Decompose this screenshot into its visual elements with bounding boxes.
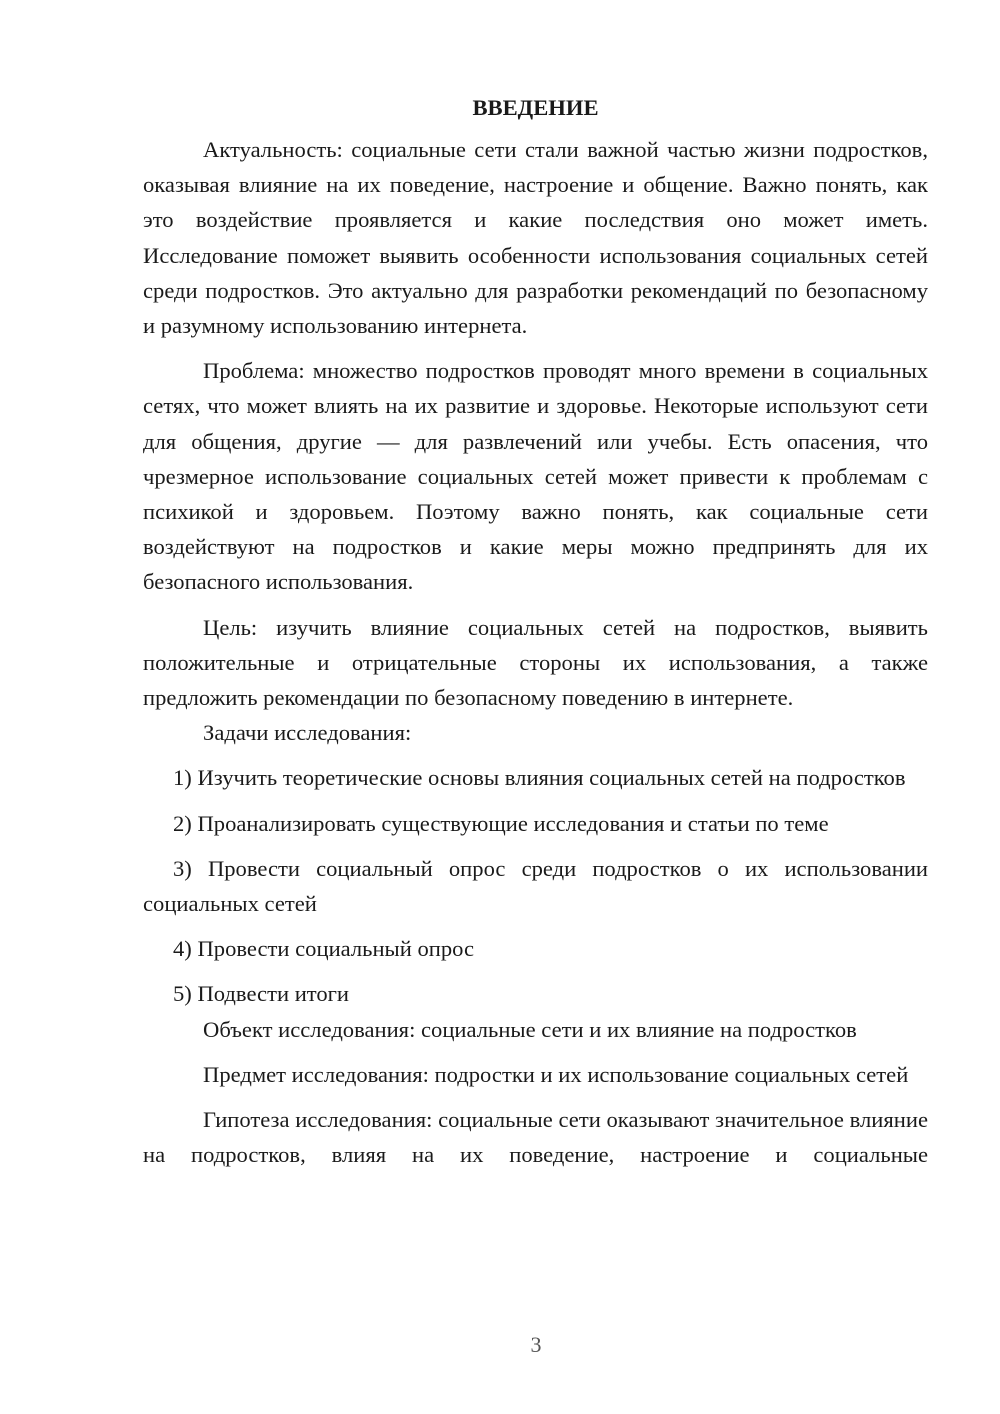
task-item-3: 3) Провести социальный опрос среди подростков о их использовании социальных сетей <box>143 855 928 917</box>
tasks-list <box>143 760 928 1011</box>
object-paragraph: Объект исследования: социальные сети и их влияние на подростков <box>203 1016 857 1042</box>
task-item-5: 5) Подвести итоги <box>173 981 350 1007</box>
document-page <box>143 90 928 1172</box>
relevance-paragraph: Актуальность: социальные сети стали важной частью жизни подростков, оказывая влияние на их поведение, настроение и общение. Важно понять, как это воздействие проявляется и какие последствия оно может иметь. Исследование поможет выявить особенности использования социальных сетей среди подростков. Это актуально для разработки рекомендаций по безопасному и разумному использованию интернета. <box>143 137 928 339</box>
subject-paragraph: Предмет исследования: подростки и их использование социальных сетей <box>203 1061 909 1087</box>
section-title: ВВЕДЕНИЕ <box>472 95 599 120</box>
task-item-1: 1) Изучить теоретические основы влияния социальных сетей на подростков <box>173 765 906 791</box>
problem-paragraph: Проблема: множество подростков проводят много времени в социальных сетях, что может влиять на их развитие и здоровье. Некоторые используют сети для общения, другие — для развлечений или учебы. Есть опасения, что чрезмерное использование социальных сетей может привести к проблемам с психикой и здоровьем. Поэтому важно понять, как социальные сети воздействуют на подростков и какие меры можно предпринять для их безопасного использования. <box>143 358 928 595</box>
task-item-4: 4) Провести социальный опрос <box>173 936 475 962</box>
goal-paragraph: Цель: изучить влияние социальных сетей на подростков, выявить положительные и отрицательные стороны их использования, а также предложить рекомендации по безопасному поведению в интернете. <box>143 614 928 711</box>
tasks-heading: Задачи исследования: <box>203 720 412 746</box>
hypothesis-paragraph: Гипотеза исследования: социальные сети оказывают значительное влияние на подростков, влияя на их поведение, настроение и социальные <box>143 1107 928 1168</box>
page-number: 3 <box>530 1332 542 1357</box>
task-item-2: 2) Проанализировать существующие исследования и статьи по теме <box>173 810 829 836</box>
